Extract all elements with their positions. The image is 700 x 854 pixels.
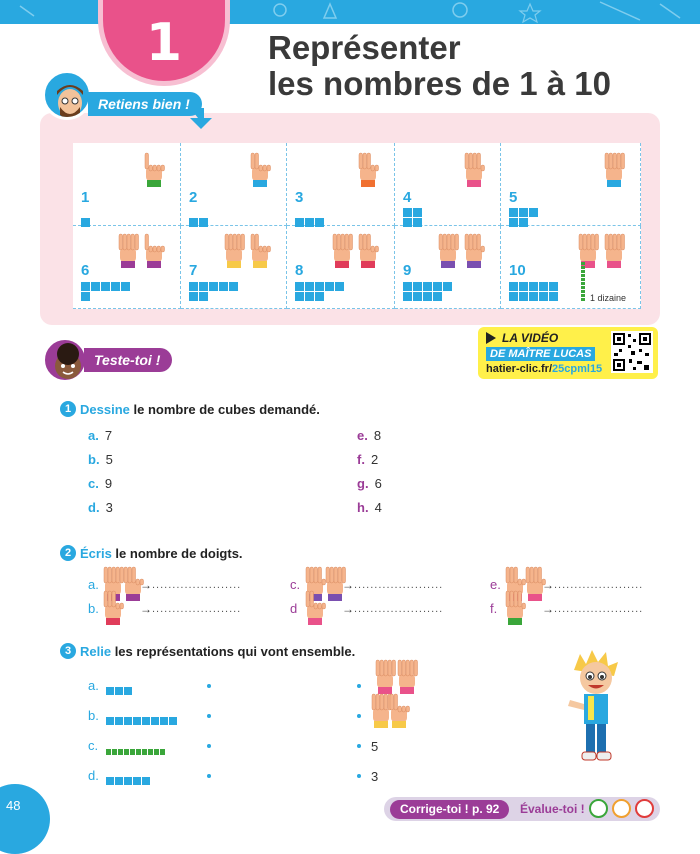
answer-arrow: → [542, 578, 554, 592]
dizaine-cube [581, 282, 585, 285]
cube-square [403, 208, 412, 217]
link-dot-right[interactable] [357, 714, 361, 718]
number-label: 1 [81, 189, 90, 206]
eval-circle-green[interactable] [589, 799, 608, 818]
exercise-1-item [88, 500, 113, 515]
cube-square [121, 282, 130, 291]
hand-icon [115, 230, 141, 270]
number-cell [73, 226, 181, 309]
cube-square [112, 749, 117, 755]
dizaine-cube [581, 278, 585, 281]
teste-label: Teste-toi ! [84, 348, 172, 372]
cube-square [160, 749, 165, 755]
number-label: 7 [189, 262, 198, 279]
item-value: 4 [374, 500, 382, 515]
item-letter: h. [357, 500, 369, 515]
eval-circle-orange[interactable] [612, 799, 631, 818]
link-dot-right[interactable] [357, 774, 361, 778]
hand-icon [601, 149, 627, 189]
cube-square [413, 282, 422, 291]
number-cell [181, 226, 287, 309]
cube-square [160, 717, 168, 725]
cube-square [133, 717, 141, 725]
cube-square [91, 282, 100, 291]
student-avatar [42, 337, 88, 383]
cube-square [529, 208, 538, 217]
cube-square [81, 292, 90, 301]
cube-square [151, 717, 159, 725]
hand-icon [461, 230, 487, 270]
cube-square [509, 292, 518, 301]
exercise-1-item [88, 452, 113, 467]
cube-square [539, 282, 548, 291]
item-value: 2 [370, 452, 379, 467]
girl-face-icon [45, 340, 88, 383]
link-dot-right[interactable] [357, 744, 361, 748]
cube-square [549, 282, 558, 291]
cube-square [509, 282, 518, 291]
qr-code-icon[interactable] [611, 331, 653, 373]
item-letter: c. [88, 476, 99, 491]
cube-square [403, 292, 412, 301]
cube-square [295, 292, 304, 301]
item-letter: c. [290, 577, 301, 592]
hand-icon [355, 230, 381, 270]
link-dot-left[interactable] [207, 744, 211, 748]
hand-icon [435, 230, 461, 270]
cube-square [423, 292, 432, 301]
exercise-1-item [357, 476, 382, 491]
lesson-number: 1 [145, 13, 183, 73]
cube-square [413, 208, 422, 217]
cube-square [81, 282, 90, 291]
cube-square [124, 717, 132, 725]
hand-icon [329, 230, 355, 270]
cube-bar [106, 712, 178, 720]
lesson-number-badge [98, 0, 230, 86]
cube-square [169, 717, 177, 725]
cube-square [136, 749, 141, 755]
cube-square [433, 282, 442, 291]
answer-arrow: → [140, 578, 152, 592]
video-link[interactable]: hatier-clic.fr/25cpml15 [486, 363, 603, 375]
exercise-1-title: Dessine le nombre de cubes demandé. [80, 402, 320, 417]
hand-icon [141, 230, 167, 270]
exercise-3-title: Relie les représentations qui vont ensemble. [80, 644, 356, 659]
hand-icon [247, 149, 273, 189]
dizaine-cube [581, 270, 585, 273]
link-dot-left[interactable] [207, 684, 211, 688]
exercise-1-item [357, 500, 382, 515]
hand-icon [100, 587, 126, 627]
number-label: 10 [509, 262, 526, 279]
item-letter: d. [88, 768, 99, 783]
corrige-button[interactable]: Corrige-toi ! p. 92 [390, 800, 509, 819]
cube-square [106, 717, 114, 725]
cube-square [106, 749, 111, 755]
cube-square [106, 687, 114, 695]
cube-bar [106, 742, 166, 750]
answer-arrow: → [342, 602, 354, 616]
dizaine-cube [581, 262, 585, 265]
item-letter: a. [88, 577, 99, 592]
title-line-1: Représenter [268, 29, 461, 66]
item-letter: e. [490, 577, 501, 592]
item-value: 7 [104, 428, 113, 443]
hand-icon [247, 230, 273, 270]
hand-icon [575, 230, 601, 270]
cube-square [305, 292, 314, 301]
exercise-1-item [357, 452, 378, 467]
cube-square [295, 282, 304, 291]
answer-blank[interactable]: ...................... [354, 579, 444, 591]
cube-square [539, 292, 548, 301]
dizaine-cube [581, 266, 585, 269]
hand-icon [601, 230, 627, 270]
teacher-avatar [42, 70, 92, 120]
hand-icon [355, 149, 381, 189]
cube-square [115, 717, 123, 725]
item-letter: a. [88, 678, 99, 693]
item-value: 5 [105, 452, 113, 467]
cube-square [519, 208, 528, 217]
dizaine-cube [581, 274, 585, 277]
number-label: 9 [403, 262, 412, 279]
cube-square [315, 282, 324, 291]
exercise-1-number: 1 [60, 401, 76, 417]
cube-square [115, 777, 123, 785]
answer-arrow: → [140, 602, 152, 616]
play-icon [486, 332, 496, 344]
numbers-grid [73, 143, 641, 309]
exercise-2-title: Écris le nombre de doigts. [80, 546, 243, 561]
cube-square [209, 282, 218, 291]
item-value: 6 [374, 476, 382, 491]
cube-square [315, 292, 324, 301]
item-letter: a. [88, 428, 99, 443]
dizaine-cube [581, 298, 585, 301]
item-value: 9 [104, 476, 113, 491]
cube-square [124, 777, 132, 785]
cube-square [189, 282, 198, 291]
cube-square [305, 282, 314, 291]
cube-bar [106, 682, 133, 690]
exercise-2-number: 2 [60, 545, 76, 561]
cube-square [154, 749, 159, 755]
cube-square [335, 282, 344, 291]
cube-bar [106, 772, 151, 780]
number-label: 6 [81, 262, 90, 279]
page-title [268, 30, 611, 102]
dizaine-cube [581, 290, 585, 293]
cube-square [189, 292, 198, 301]
number-cell [181, 143, 287, 226]
answer-blank[interactable]: ...................... [554, 579, 644, 591]
cube-square [519, 292, 528, 301]
link-dot-left[interactable] [207, 714, 211, 718]
item-letter: e. [357, 428, 368, 443]
video-title: LA VIDÉO [502, 331, 559, 345]
cube-square [133, 777, 141, 785]
cube-square [111, 282, 120, 291]
link-dot-right[interactable] [357, 684, 361, 688]
cube-square [509, 208, 518, 217]
item-letter: g. [357, 476, 369, 491]
cube-square [142, 717, 150, 725]
cube-square [549, 292, 558, 301]
page-number-badge [0, 784, 50, 854]
number-cell [395, 143, 501, 226]
item-letter: c. [88, 738, 99, 753]
cube-square [124, 749, 129, 755]
hand-icon [386, 690, 412, 730]
hand-icon [461, 149, 487, 189]
cube-square [101, 282, 110, 291]
number-label: 8 [295, 262, 304, 279]
cube-square [229, 282, 238, 291]
hand-icon [502, 587, 528, 627]
item-letter: f. [490, 601, 498, 616]
cube-square [403, 282, 412, 291]
item-letter: b. [88, 708, 99, 723]
cube-square [423, 282, 432, 291]
number-label: 5 [509, 189, 518, 206]
answer-blank[interactable]: ...................... [354, 603, 444, 615]
evalue-label: Évalue-toi ! [520, 802, 585, 816]
exercise-1-item [357, 428, 381, 443]
exercise-1-item [88, 476, 112, 491]
number-label: 3 [295, 189, 304, 206]
cube-square [106, 777, 114, 785]
retiens-label: Retiens bien ! [88, 92, 202, 116]
number-label: 2 [189, 189, 198, 206]
item-letter: b. [88, 452, 100, 467]
retiens-arrow-icon [188, 108, 214, 130]
right-number: 5 [371, 739, 379, 754]
dizaine-label: 1 dizaine [590, 293, 627, 303]
item-letter: b. [88, 601, 99, 616]
cube-square [529, 292, 538, 301]
item-letter: d. [88, 500, 100, 515]
number-label: 4 [403, 189, 412, 206]
item-letter: f. [357, 452, 365, 467]
cube-square [219, 282, 228, 291]
video-banner[interactable] [478, 327, 658, 379]
number-cell [287, 143, 395, 226]
cube-square [130, 749, 135, 755]
hand-icon [141, 149, 167, 189]
boy-character-icon [566, 648, 626, 766]
number-cell [73, 143, 181, 226]
answer-arrow: → [342, 578, 354, 592]
exercise-3-number: 3 [60, 643, 76, 659]
cube-square [529, 282, 538, 291]
number-cell [287, 226, 395, 309]
cube-square [199, 282, 208, 291]
hand-icon [302, 587, 328, 627]
right-number: 3 [371, 769, 379, 784]
cube-square [148, 749, 153, 755]
cube-square [115, 687, 123, 695]
cube-square [118, 749, 123, 755]
dizaine-cube [581, 286, 585, 289]
item-letter: d [290, 601, 298, 616]
link-dot-left[interactable] [207, 774, 211, 778]
eval-circle-red[interactable] [635, 799, 654, 818]
item-value: 8 [373, 428, 382, 443]
cube-square [413, 292, 422, 301]
cube-square [443, 282, 452, 291]
cube-square [124, 687, 132, 695]
answer-blank[interactable]: ...................... [152, 603, 242, 615]
answer-blank[interactable]: ...................... [554, 603, 644, 615]
number-cell [501, 143, 641, 226]
item-value: 3 [105, 500, 113, 515]
cube-square [199, 292, 208, 301]
page-number: 48 [6, 798, 21, 813]
answer-arrow: → [542, 602, 554, 616]
video-subtitle: DE MAÎTRE LUCAS [486, 347, 595, 361]
cube-square [433, 292, 442, 301]
cube-square [142, 749, 147, 755]
cube-square [325, 282, 334, 291]
answer-blank[interactable]: ...................... [152, 579, 242, 591]
dizaine-cube [581, 294, 585, 297]
cube-square [519, 282, 528, 291]
title-line-2: les nombres de 1 à 10 [268, 65, 612, 102]
exercise-1-item [88, 428, 112, 443]
hand-icon [221, 230, 247, 270]
cube-square [142, 777, 150, 785]
number-cell [395, 226, 501, 309]
